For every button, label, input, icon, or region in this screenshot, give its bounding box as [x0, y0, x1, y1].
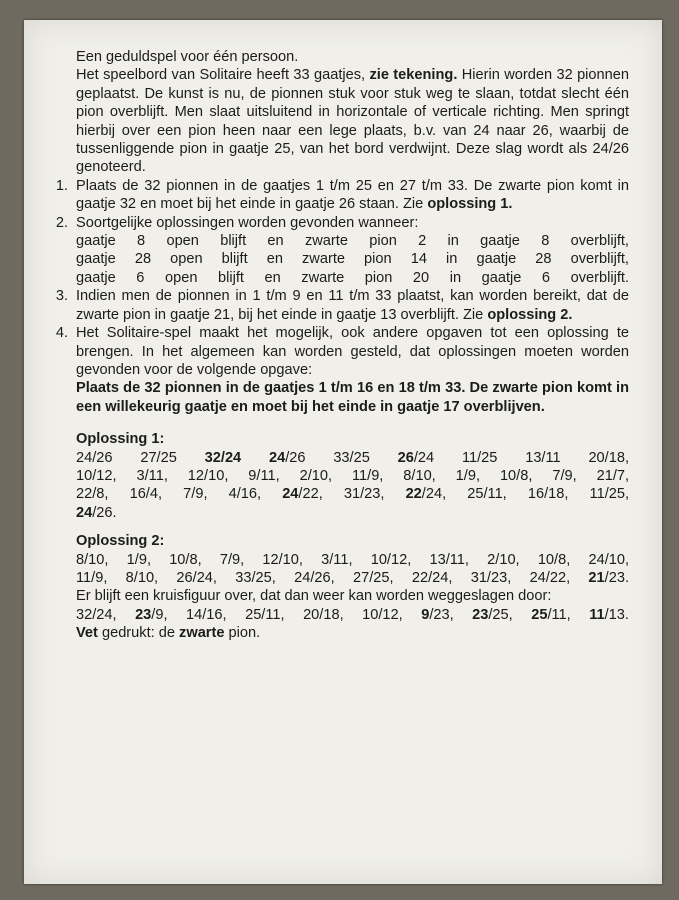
solution-2-heading: Oplossing 2: — [76, 533, 165, 550]
intro-paragraph — [76, 66, 629, 176]
item-1-text: Plaats de 32 pionnen in de gaatjes 1 t/m 25 en 27 t/m 33. De zwarte pion komt in gaatje 32 en moet bij het einde in gaatje 26 staan. Zie — [76, 177, 629, 213]
move: 33/25, — [235, 569, 276, 586]
move: 11/25 — [461, 449, 498, 466]
move: 22/8, — [76, 486, 109, 503]
move: 16/18, — [527, 486, 569, 503]
move: 8/10, — [76, 551, 109, 568]
move: 22/24, — [405, 486, 447, 503]
move: 33/25 — [333, 449, 370, 466]
legend-bold-word-2: zwarte — [179, 625, 225, 642]
move: 1/9, — [126, 551, 151, 568]
move: 25/11, — [245, 606, 285, 623]
instruction-sheet — [24, 20, 662, 884]
move-line — [76, 504, 629, 522]
move: 10/12, — [362, 606, 403, 623]
move: 27/25, — [352, 569, 394, 586]
move: 4/16, — [228, 486, 262, 503]
sheet-text — [55, 48, 630, 643]
move-line — [76, 606, 629, 624]
move: 10/12, — [370, 551, 412, 568]
move: 11/25, — [589, 486, 630, 503]
move: 13/11 — [525, 449, 561, 466]
move: 11/9, — [351, 467, 384, 484]
move: 12/10, — [262, 551, 303, 568]
move: 26/24 — [397, 449, 435, 466]
move: 2/10, — [487, 551, 520, 568]
item-4-text: Het Solitaire-spel maakt het mogelijk, ook andere opgaven tot een oplossing te brengen. In het algemeen kan worden gesteld, dat oplossingen moeten worden gevonden voor de volgende opgave: — [76, 325, 629, 378]
solution-1-heading: Oplossing 1: — [76, 431, 165, 448]
move: 20/18, — [303, 606, 344, 623]
move: 21/23. — [588, 569, 629, 586]
move: 8/10, — [125, 569, 159, 586]
item-2-line: gaatje 28 open blijft en zwarte pion 14 in gaatje 28 overblijft, — [76, 251, 629, 268]
move: 2/10, — [299, 467, 333, 484]
move: 24/26, — [294, 569, 335, 586]
move: 32/24 — [204, 449, 242, 466]
move: 24/26. — [76, 504, 117, 521]
move: 27/25 — [140, 449, 177, 466]
solution-2-extra-moves — [76, 606, 629, 624]
move: 24/26 — [268, 449, 306, 466]
move: 12/10, — [187, 467, 229, 484]
move: 24/10, — [588, 551, 630, 568]
item-4-bold-task: Plaats de 32 pionnen in de gaatjes 1 t/m 16 en 18 t/m 33. De zwarte pion komt in een willekeurig gaatje en moet bij het einde in gaatje 17 overblijven. — [76, 380, 629, 415]
move-line — [76, 551, 629, 569]
list-item-4 — [50, 324, 629, 416]
list-item-1 — [50, 177, 629, 214]
move: 24/26 — [76, 449, 113, 466]
move-line — [76, 449, 629, 467]
solution-2-moves — [76, 551, 629, 588]
move: 1/9, — [455, 467, 481, 484]
move: 10/12, — [76, 467, 117, 484]
move: 11/13. — [589, 606, 629, 623]
item-2-line: gaatje 8 open blijft en zwarte pion 2 in gaatje 8 overblijft, — [76, 233, 629, 250]
move: 13/11, — [429, 551, 469, 568]
move: 10/8, — [169, 551, 202, 568]
legend-text-end: pion. — [224, 625, 261, 642]
move: 10/8, — [537, 551, 571, 568]
item-2-line: gaatje 6 open blijft en zwarte pion 20 in gaatje 6 overblijft. — [76, 269, 629, 286]
move: 7/9, — [183, 486, 208, 503]
move: 9/23, — [421, 606, 454, 623]
move: 23/25, — [472, 606, 513, 623]
move-line — [76, 467, 629, 485]
intro-text-bold: zie tekening. — [369, 67, 458, 84]
move: 25/11, — [531, 606, 571, 623]
move: 3/11, — [136, 467, 168, 484]
move: 22/24, — [411, 569, 453, 586]
move: 7/9, — [552, 467, 577, 484]
move-line — [76, 485, 629, 503]
solution-2-note: Er blijft een kruisfiguur over, dat dan weer kan worden weggeslagen door: — [76, 588, 552, 605]
list-number: 3. — [55, 288, 68, 305]
move: 20/18, — [588, 449, 630, 466]
list-number: 2. — [55, 214, 68, 231]
list-number: 4. — [55, 325, 68, 342]
move: 26/24, — [176, 569, 217, 586]
move-line — [76, 569, 629, 587]
move: 11/9, — [76, 569, 108, 586]
legend-text: gedrukt: de — [97, 625, 180, 642]
move: 10/8, — [499, 467, 533, 484]
move: 32/24, — [76, 606, 117, 623]
list-item-2 — [50, 214, 629, 288]
item-2-text: Soortgelijke oplossingen worden gevonden wanneer: — [76, 214, 419, 231]
item-1-ref: oplossing 1. — [427, 196, 513, 213]
move: 23/9, — [135, 606, 168, 623]
solution-1-moves — [76, 449, 629, 523]
list-number: 1. — [55, 177, 68, 194]
list-item-3 — [50, 287, 629, 324]
item-3-ref: oplossing 2. — [487, 306, 573, 323]
move: 21/7, — [596, 467, 630, 484]
move: 14/16, — [186, 606, 227, 623]
legend-line — [76, 624, 629, 642]
move: 24/22, — [529, 569, 571, 586]
item-3-text: Indien men de pionnen in 1 t/m 9 en 11 t/m 33 plaatst, kan worden bereikt, dat de zwarte pion in gaatje 21, bij het einde in gaatje 13 overblijft. Zie — [76, 288, 629, 323]
move: 16/4, — [129, 486, 163, 503]
move: 25/11, — [467, 486, 507, 503]
move: 8/10, — [403, 467, 436, 484]
intro-text-a: Het speelbord van Solitaire heeft 33 gaatjes, — [76, 67, 370, 84]
move: 3/11, — [321, 551, 353, 568]
move: 7/9, — [219, 551, 245, 568]
intro-title: Een geduldspel voor één persoon. — [76, 49, 299, 65]
move: 31/23, — [470, 569, 512, 586]
intro-text-c: Hierin worden 32 pionnen geplaatst. De kunst is nu, de pionnen stuk voor stuk weg te slaan, totdat slecht één pion overblijft. Men slaat uitsluitend in horizontale of verticale richting. Men springt hierbij over een pion heen naar een lege plaats, b.v. van 24 naar 26, waarbij de tussenliggende pion in gaatje 25, van het bord verdwijnt. Deze slag wordt als 24/26 genoteerd. — [76, 67, 630, 176]
move: 9/11, — [248, 467, 280, 484]
move: 31/23, — [343, 486, 385, 503]
move: 24/22, — [282, 486, 323, 503]
legend-bold-word: Vet — [76, 625, 98, 642]
